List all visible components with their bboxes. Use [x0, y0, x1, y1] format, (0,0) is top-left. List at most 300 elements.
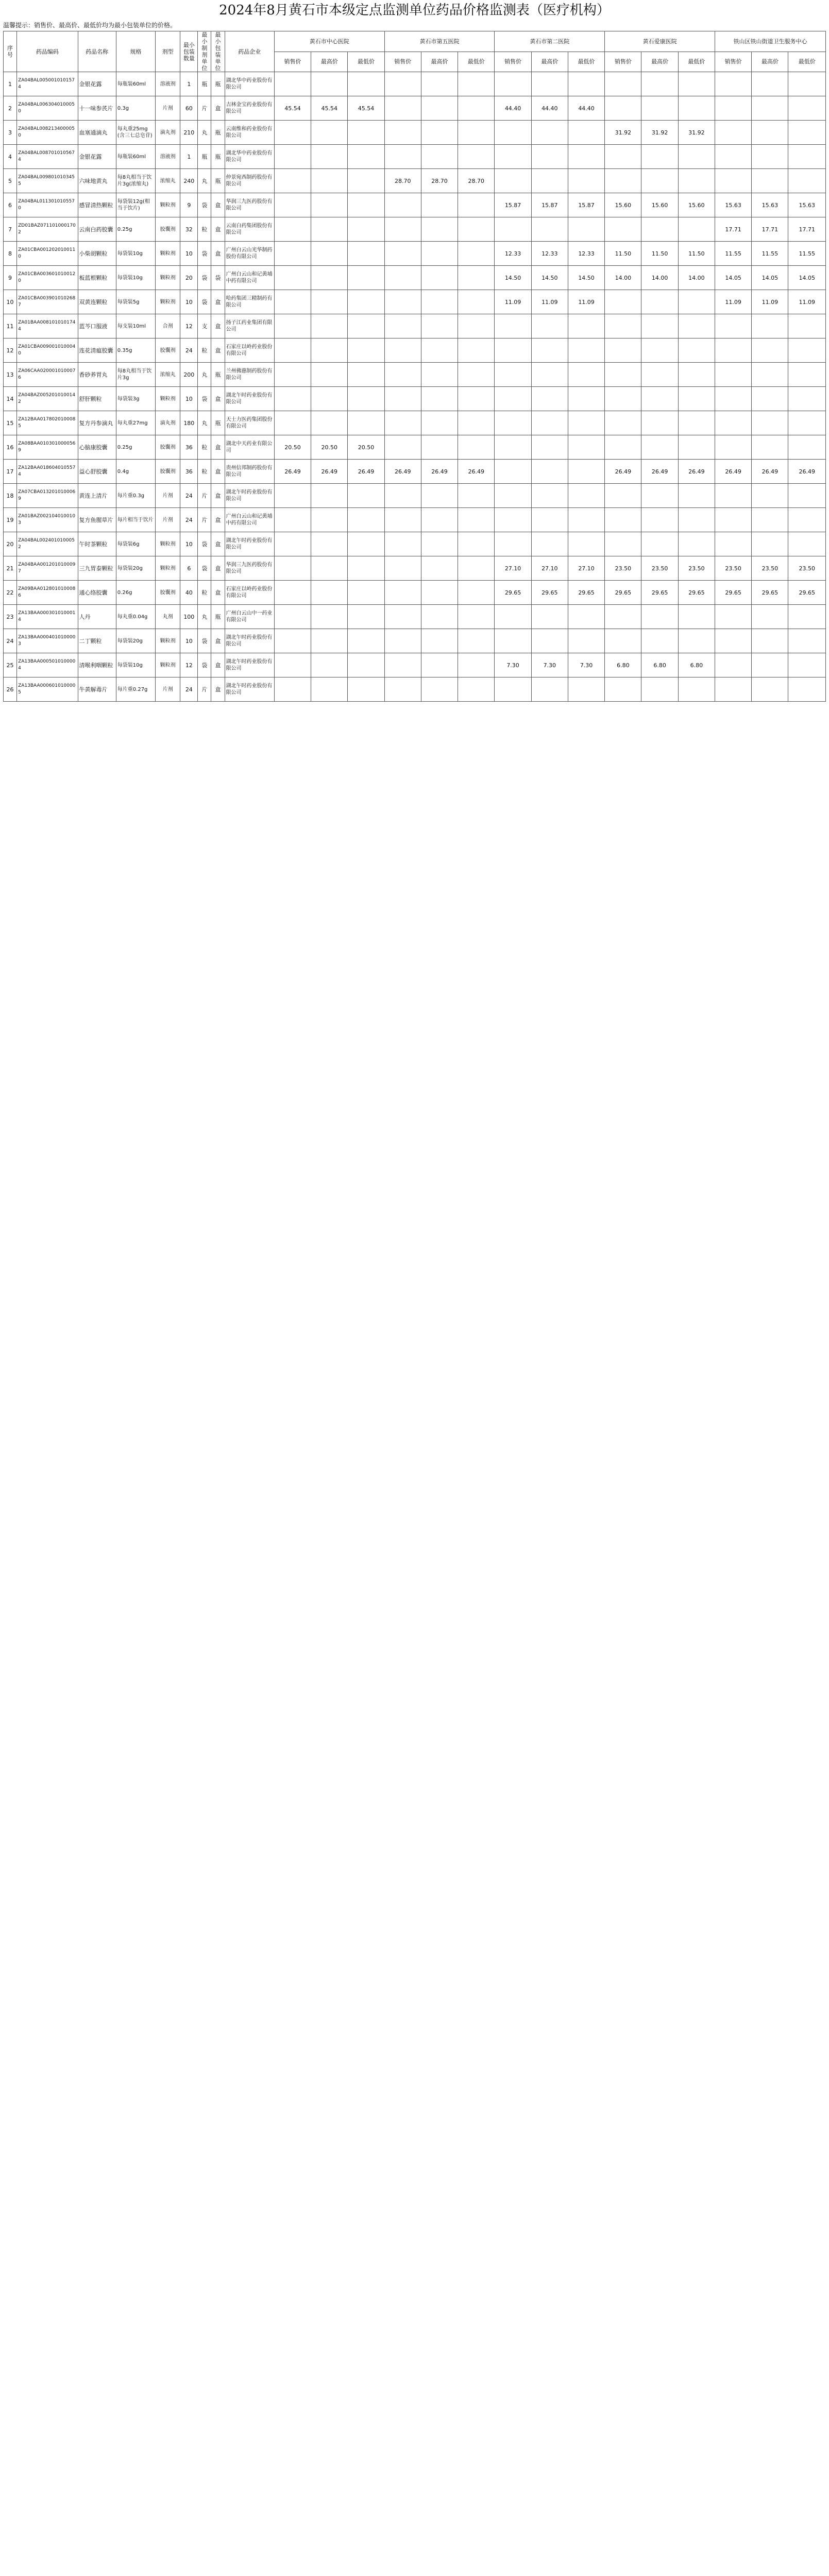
row-pack-unit: 盒 — [211, 532, 225, 556]
row-spec: 每8丸相当于饮片3g(浓缩丸) — [116, 169, 155, 193]
row-price — [274, 581, 311, 605]
row-price: 14.05 — [788, 266, 826, 290]
row-min-pack: 24 — [180, 484, 198, 508]
row-min-pack: 60 — [180, 96, 198, 121]
row-price — [458, 653, 495, 677]
row-price — [421, 96, 458, 121]
row-price — [531, 484, 568, 508]
row-price — [641, 338, 678, 363]
row-price — [458, 217, 495, 242]
row-price — [605, 629, 641, 653]
row-price — [641, 532, 678, 556]
row-form: 颗粒剂 — [156, 242, 180, 266]
row-price — [384, 290, 421, 314]
row-price: 15.63 — [752, 193, 788, 217]
price-header-2-3: 最低价 — [458, 52, 495, 72]
row-min-pack: 200 — [180, 363, 198, 387]
row-name: 通心络胶囊 — [78, 581, 116, 605]
row-price — [641, 363, 678, 387]
row-price — [715, 121, 751, 145]
row-name: 血塞通滴丸 — [78, 121, 116, 145]
row-enterprise: 天士力医药集团股份有限公司 — [225, 411, 274, 435]
row-price: 29.65 — [752, 581, 788, 605]
row-min-pack: 210 — [180, 121, 198, 145]
table-row — [4, 508, 826, 532]
row-price — [348, 653, 384, 677]
row-min-pack: 6 — [180, 556, 198, 581]
row-price: 26.49 — [641, 460, 678, 484]
row-price — [605, 435, 641, 460]
row-code: ZA04BAL0024010100052 — [17, 532, 78, 556]
row-price — [384, 484, 421, 508]
row-price — [495, 387, 531, 411]
row-price — [495, 605, 531, 629]
row-price — [458, 242, 495, 266]
row-code: ZA07CBA0132010100069 — [17, 484, 78, 508]
row-price: 14.50 — [531, 266, 568, 290]
row-price — [752, 484, 788, 508]
row-form: 颗粒剂 — [156, 653, 180, 677]
row-spec: 每袋装10g — [116, 266, 155, 290]
row-price — [384, 653, 421, 677]
row-name: 复方丹参滴丸 — [78, 411, 116, 435]
price-header-1-1: 销售价 — [274, 52, 311, 72]
row-price — [458, 314, 495, 338]
row-name: 金银花露 — [78, 72, 116, 96]
row-seq: 26 — [4, 677, 17, 702]
row-price — [641, 605, 678, 629]
row-name: 六味地黄丸 — [78, 169, 116, 193]
row-price — [421, 145, 458, 169]
row-price: 28.70 — [421, 169, 458, 193]
row-price — [641, 484, 678, 508]
row-price: 45.54 — [348, 96, 384, 121]
row-price — [678, 411, 715, 435]
row-price: 17.71 — [715, 217, 751, 242]
row-min-pack: 24 — [180, 338, 198, 363]
row-price — [641, 290, 678, 314]
row-price — [384, 435, 421, 460]
row-pack-unit: 盒 — [211, 314, 225, 338]
table-row — [4, 242, 826, 266]
row-price — [274, 363, 311, 387]
row-price — [458, 484, 495, 508]
row-min-unit: 粒 — [198, 581, 211, 605]
row-name: 香砂养胃丸 — [78, 363, 116, 387]
row-seq: 21 — [4, 556, 17, 581]
row-price — [678, 532, 715, 556]
row-form: 合剂 — [156, 314, 180, 338]
row-price — [458, 72, 495, 96]
row-price — [421, 484, 458, 508]
row-price: 26.49 — [605, 460, 641, 484]
row-price — [421, 338, 458, 363]
row-price — [788, 508, 826, 532]
row-code: ZA12BAA0178020100085 — [17, 411, 78, 435]
row-price — [605, 363, 641, 387]
row-pack-unit: 瓶 — [211, 72, 225, 96]
row-price — [421, 193, 458, 217]
row-min-unit: 丸 — [198, 169, 211, 193]
row-price — [715, 145, 751, 169]
row-price: 20.50 — [274, 435, 311, 460]
row-price — [715, 653, 751, 677]
row-price — [568, 314, 604, 338]
row-code: ZA09BAA0128010100086 — [17, 581, 78, 605]
row-price — [348, 242, 384, 266]
row-price — [311, 145, 348, 169]
row-form: 胶囊剂 — [156, 460, 180, 484]
row-price — [715, 532, 751, 556]
row-seq: 25 — [4, 653, 17, 677]
row-price — [605, 677, 641, 702]
row-spec: 每片相当于饮片 — [116, 508, 155, 532]
table-row — [4, 363, 826, 387]
row-price — [311, 581, 348, 605]
row-price — [311, 677, 348, 702]
row-form: 颗粒剂 — [156, 556, 180, 581]
row-price — [531, 314, 568, 338]
row-spec: 每瓶装60ml — [116, 145, 155, 169]
row-min-unit: 片 — [198, 677, 211, 702]
row-min-unit: 片 — [198, 508, 211, 532]
row-min-unit: 袋 — [198, 629, 211, 653]
row-price: 11.09 — [715, 290, 751, 314]
row-name: 黄连上清片 — [78, 484, 116, 508]
row-code: ZA01CBA0090010100040 — [17, 338, 78, 363]
row-price — [274, 290, 311, 314]
row-min-unit: 袋 — [198, 532, 211, 556]
col-code: 药品编码 — [17, 31, 78, 72]
row-price — [274, 532, 311, 556]
row-seq: 1 — [4, 72, 17, 96]
row-pack-unit: 盒 — [211, 629, 225, 653]
row-price — [384, 266, 421, 290]
row-price — [348, 193, 384, 217]
row-price — [384, 217, 421, 242]
row-spec: 每袋装12g(相当于饮片) — [116, 193, 155, 217]
price-header-1-3: 最低价 — [348, 52, 384, 72]
row-price: 45.54 — [274, 96, 311, 121]
row-price — [752, 363, 788, 387]
row-price — [678, 629, 715, 653]
row-price: 23.50 — [752, 556, 788, 581]
row-price — [715, 484, 751, 508]
row-min-unit: 丸 — [198, 605, 211, 629]
table-row — [4, 169, 826, 193]
row-price: 11.09 — [531, 290, 568, 314]
col-min-pack: 最小包装数量 — [180, 31, 198, 72]
row-price: 15.63 — [788, 193, 826, 217]
row-price — [458, 411, 495, 435]
row-price — [348, 72, 384, 96]
row-price: 29.65 — [568, 581, 604, 605]
row-price — [788, 145, 826, 169]
row-price — [458, 145, 495, 169]
row-price — [715, 677, 751, 702]
row-price: 28.70 — [384, 169, 421, 193]
row-name: 牛黄解毒片 — [78, 677, 116, 702]
row-form: 颗粒剂 — [156, 193, 180, 217]
row-code: ZD01BAZ0711010001702 — [17, 217, 78, 242]
row-pack-unit: 袋 — [211, 266, 225, 290]
col-hospital-3: 黄石市第二医院 — [495, 31, 605, 52]
table-row — [4, 653, 826, 677]
row-price — [752, 314, 788, 338]
row-pack-unit: 瓶 — [211, 605, 225, 629]
row-min-pack: 20 — [180, 266, 198, 290]
row-form: 胶囊剂 — [156, 435, 180, 460]
row-price — [715, 605, 751, 629]
row-form: 浓缩丸 — [156, 169, 180, 193]
row-price — [531, 363, 568, 387]
row-price — [495, 508, 531, 532]
row-price — [421, 217, 458, 242]
row-form: 溶液剂 — [156, 145, 180, 169]
row-price — [752, 169, 788, 193]
row-price — [752, 653, 788, 677]
row-price: 14.00 — [678, 266, 715, 290]
row-price — [384, 193, 421, 217]
col-hospital-1: 黄石市中心医院 — [274, 31, 384, 52]
row-min-pack: 12 — [180, 653, 198, 677]
row-price — [348, 363, 384, 387]
row-price — [458, 532, 495, 556]
row-name: 金银花露 — [78, 145, 116, 169]
row-price — [495, 677, 531, 702]
row-price — [678, 677, 715, 702]
row-spec: 每丸重25mg(含三七总皂苷) — [116, 121, 155, 145]
row-code: ZA13BAA0005010100004 — [17, 653, 78, 677]
row-price — [495, 338, 531, 363]
col-min-unit: 最小制剂单位 — [198, 31, 211, 72]
row-spec: 每袋装5g — [116, 290, 155, 314]
row-price: 20.50 — [348, 435, 384, 460]
row-form: 片剂 — [156, 96, 180, 121]
row-price — [531, 169, 568, 193]
row-spec: 0.35g — [116, 338, 155, 363]
row-price — [752, 387, 788, 411]
row-price — [568, 460, 604, 484]
row-pack-unit: 盒 — [211, 338, 225, 363]
row-price: 11.50 — [605, 242, 641, 266]
row-price: 15.87 — [495, 193, 531, 217]
row-code: ZA08BAA0103010000569 — [17, 435, 78, 460]
row-price — [458, 629, 495, 653]
row-seq: 19 — [4, 508, 17, 532]
row-code: ZA04BAZ0052010100142 — [17, 387, 78, 411]
row-price — [641, 96, 678, 121]
row-enterprise: 湖北华中药业股份有限公司 — [225, 145, 274, 169]
row-price: 7.30 — [495, 653, 531, 677]
row-price — [458, 363, 495, 387]
row-price — [495, 629, 531, 653]
row-price — [348, 145, 384, 169]
row-price — [421, 363, 458, 387]
row-min-unit: 粒 — [198, 460, 211, 484]
row-price: 26.49 — [274, 460, 311, 484]
price-header-4-2: 最高价 — [641, 52, 678, 72]
row-enterprise: 仲景宛西制药股份有限公司 — [225, 169, 274, 193]
row-code: ZA01CBA0039010102687 — [17, 290, 78, 314]
row-price — [384, 508, 421, 532]
row-spec: 每袋装20g — [116, 556, 155, 581]
row-price — [384, 242, 421, 266]
row-price: 26.49 — [788, 460, 826, 484]
row-price — [788, 387, 826, 411]
row-price — [311, 387, 348, 411]
row-enterprise: 湖北午时药业股份有限公司 — [225, 629, 274, 653]
row-price — [458, 435, 495, 460]
row-price: 27.10 — [568, 556, 604, 581]
row-code: ZA04BAL0098010103455 — [17, 169, 78, 193]
price-header-4-1: 销售价 — [605, 52, 641, 72]
row-price — [605, 532, 641, 556]
row-price — [568, 121, 604, 145]
row-price — [311, 193, 348, 217]
price-header-5-2: 最高价 — [752, 52, 788, 72]
row-price — [495, 314, 531, 338]
row-price — [495, 145, 531, 169]
row-enterprise: 湖北午时药业股份有限公司 — [225, 387, 274, 411]
row-min-unit: 片 — [198, 484, 211, 508]
row-code: ZA12BAA0186040105574 — [17, 460, 78, 484]
row-code: ZA13BAA0006010100005 — [17, 677, 78, 702]
table-row — [4, 677, 826, 702]
row-min-unit: 瓶 — [198, 72, 211, 96]
row-price — [311, 532, 348, 556]
row-price — [678, 145, 715, 169]
row-price — [274, 72, 311, 96]
row-pack-unit: 盒 — [211, 217, 225, 242]
row-price: 44.40 — [568, 96, 604, 121]
row-pack-unit: 盒 — [211, 290, 225, 314]
row-enterprise: 广州白云山中一药业有限公司 — [225, 605, 274, 629]
row-price — [568, 338, 604, 363]
row-seq: 4 — [4, 145, 17, 169]
row-price: 28.70 — [458, 169, 495, 193]
row-price: 15.87 — [531, 193, 568, 217]
row-min-unit: 袋 — [198, 290, 211, 314]
row-min-pack: 100 — [180, 605, 198, 629]
col-name: 药品名称 — [78, 31, 116, 72]
table-row — [4, 629, 826, 653]
table-row — [4, 72, 826, 96]
row-price — [311, 629, 348, 653]
row-price — [421, 435, 458, 460]
row-price — [495, 484, 531, 508]
row-enterprise: 吉林金宝药业股份有限公司 — [225, 96, 274, 121]
table-row — [4, 556, 826, 581]
row-pack-unit: 盒 — [211, 96, 225, 121]
row-price — [421, 121, 458, 145]
row-name: 云南白药胶囊 — [78, 217, 116, 242]
row-price — [311, 121, 348, 145]
row-price — [531, 532, 568, 556]
row-min-pack: 180 — [180, 411, 198, 435]
row-price — [568, 145, 604, 169]
row-price — [678, 169, 715, 193]
row-price — [678, 605, 715, 629]
row-price — [274, 508, 311, 532]
row-price — [641, 508, 678, 532]
row-price — [678, 435, 715, 460]
row-enterprise: 湖北午时药业股份有限公司 — [225, 484, 274, 508]
row-price — [678, 363, 715, 387]
row-seq: 15 — [4, 411, 17, 435]
row-spec: 每瓶装60ml — [116, 72, 155, 96]
row-price: 44.40 — [531, 96, 568, 121]
row-price — [421, 556, 458, 581]
row-price: 12.33 — [531, 242, 568, 266]
row-price — [641, 169, 678, 193]
row-price — [384, 605, 421, 629]
row-price — [384, 338, 421, 363]
row-price: 11.50 — [641, 242, 678, 266]
row-min-unit: 丸 — [198, 121, 211, 145]
row-price — [678, 387, 715, 411]
row-price: 26.49 — [752, 460, 788, 484]
row-enterprise: 湖北午时药业股份有限公司 — [225, 653, 274, 677]
row-form: 胶囊剂 — [156, 217, 180, 242]
table-row — [4, 484, 826, 508]
row-form: 颗粒剂 — [156, 387, 180, 411]
row-price — [641, 677, 678, 702]
row-price — [715, 338, 751, 363]
row-enterprise: 广州白云山光华制药股份有限公司 — [225, 242, 274, 266]
row-price — [605, 508, 641, 532]
row-min-unit: 袋 — [198, 556, 211, 581]
row-price — [788, 629, 826, 653]
row-spec: 每片重0.27g — [116, 677, 155, 702]
row-pack-unit: 瓶 — [211, 145, 225, 169]
row-min-unit: 粒 — [198, 217, 211, 242]
row-price — [311, 217, 348, 242]
row-price — [274, 338, 311, 363]
row-price — [605, 217, 641, 242]
row-price — [568, 605, 604, 629]
row-price — [311, 169, 348, 193]
row-enterprise: 云南维和药业股份有限公司 — [225, 121, 274, 145]
row-price: 11.09 — [752, 290, 788, 314]
row-spec: 每丸重27mg — [116, 411, 155, 435]
row-price — [274, 605, 311, 629]
row-price: 31.92 — [641, 121, 678, 145]
row-price — [384, 411, 421, 435]
row-price — [384, 96, 421, 121]
row-price — [348, 629, 384, 653]
row-price: 11.09 — [568, 290, 604, 314]
row-price — [531, 677, 568, 702]
row-price — [311, 484, 348, 508]
row-price — [752, 121, 788, 145]
row-price — [715, 72, 751, 96]
row-price — [421, 605, 458, 629]
price-header-3-3: 最低价 — [568, 52, 604, 72]
col-spec: 规格 — [116, 31, 155, 72]
row-price — [458, 677, 495, 702]
row-price: 15.87 — [568, 193, 604, 217]
row-code: ZA04BAL0063040100050 — [17, 96, 78, 121]
price-header-5-1: 销售价 — [715, 52, 751, 72]
table-row — [4, 266, 826, 290]
row-min-pack: 9 — [180, 193, 198, 217]
row-price: 26.49 — [458, 460, 495, 484]
row-price — [274, 653, 311, 677]
row-price — [495, 411, 531, 435]
row-price — [678, 72, 715, 96]
row-price — [752, 508, 788, 532]
